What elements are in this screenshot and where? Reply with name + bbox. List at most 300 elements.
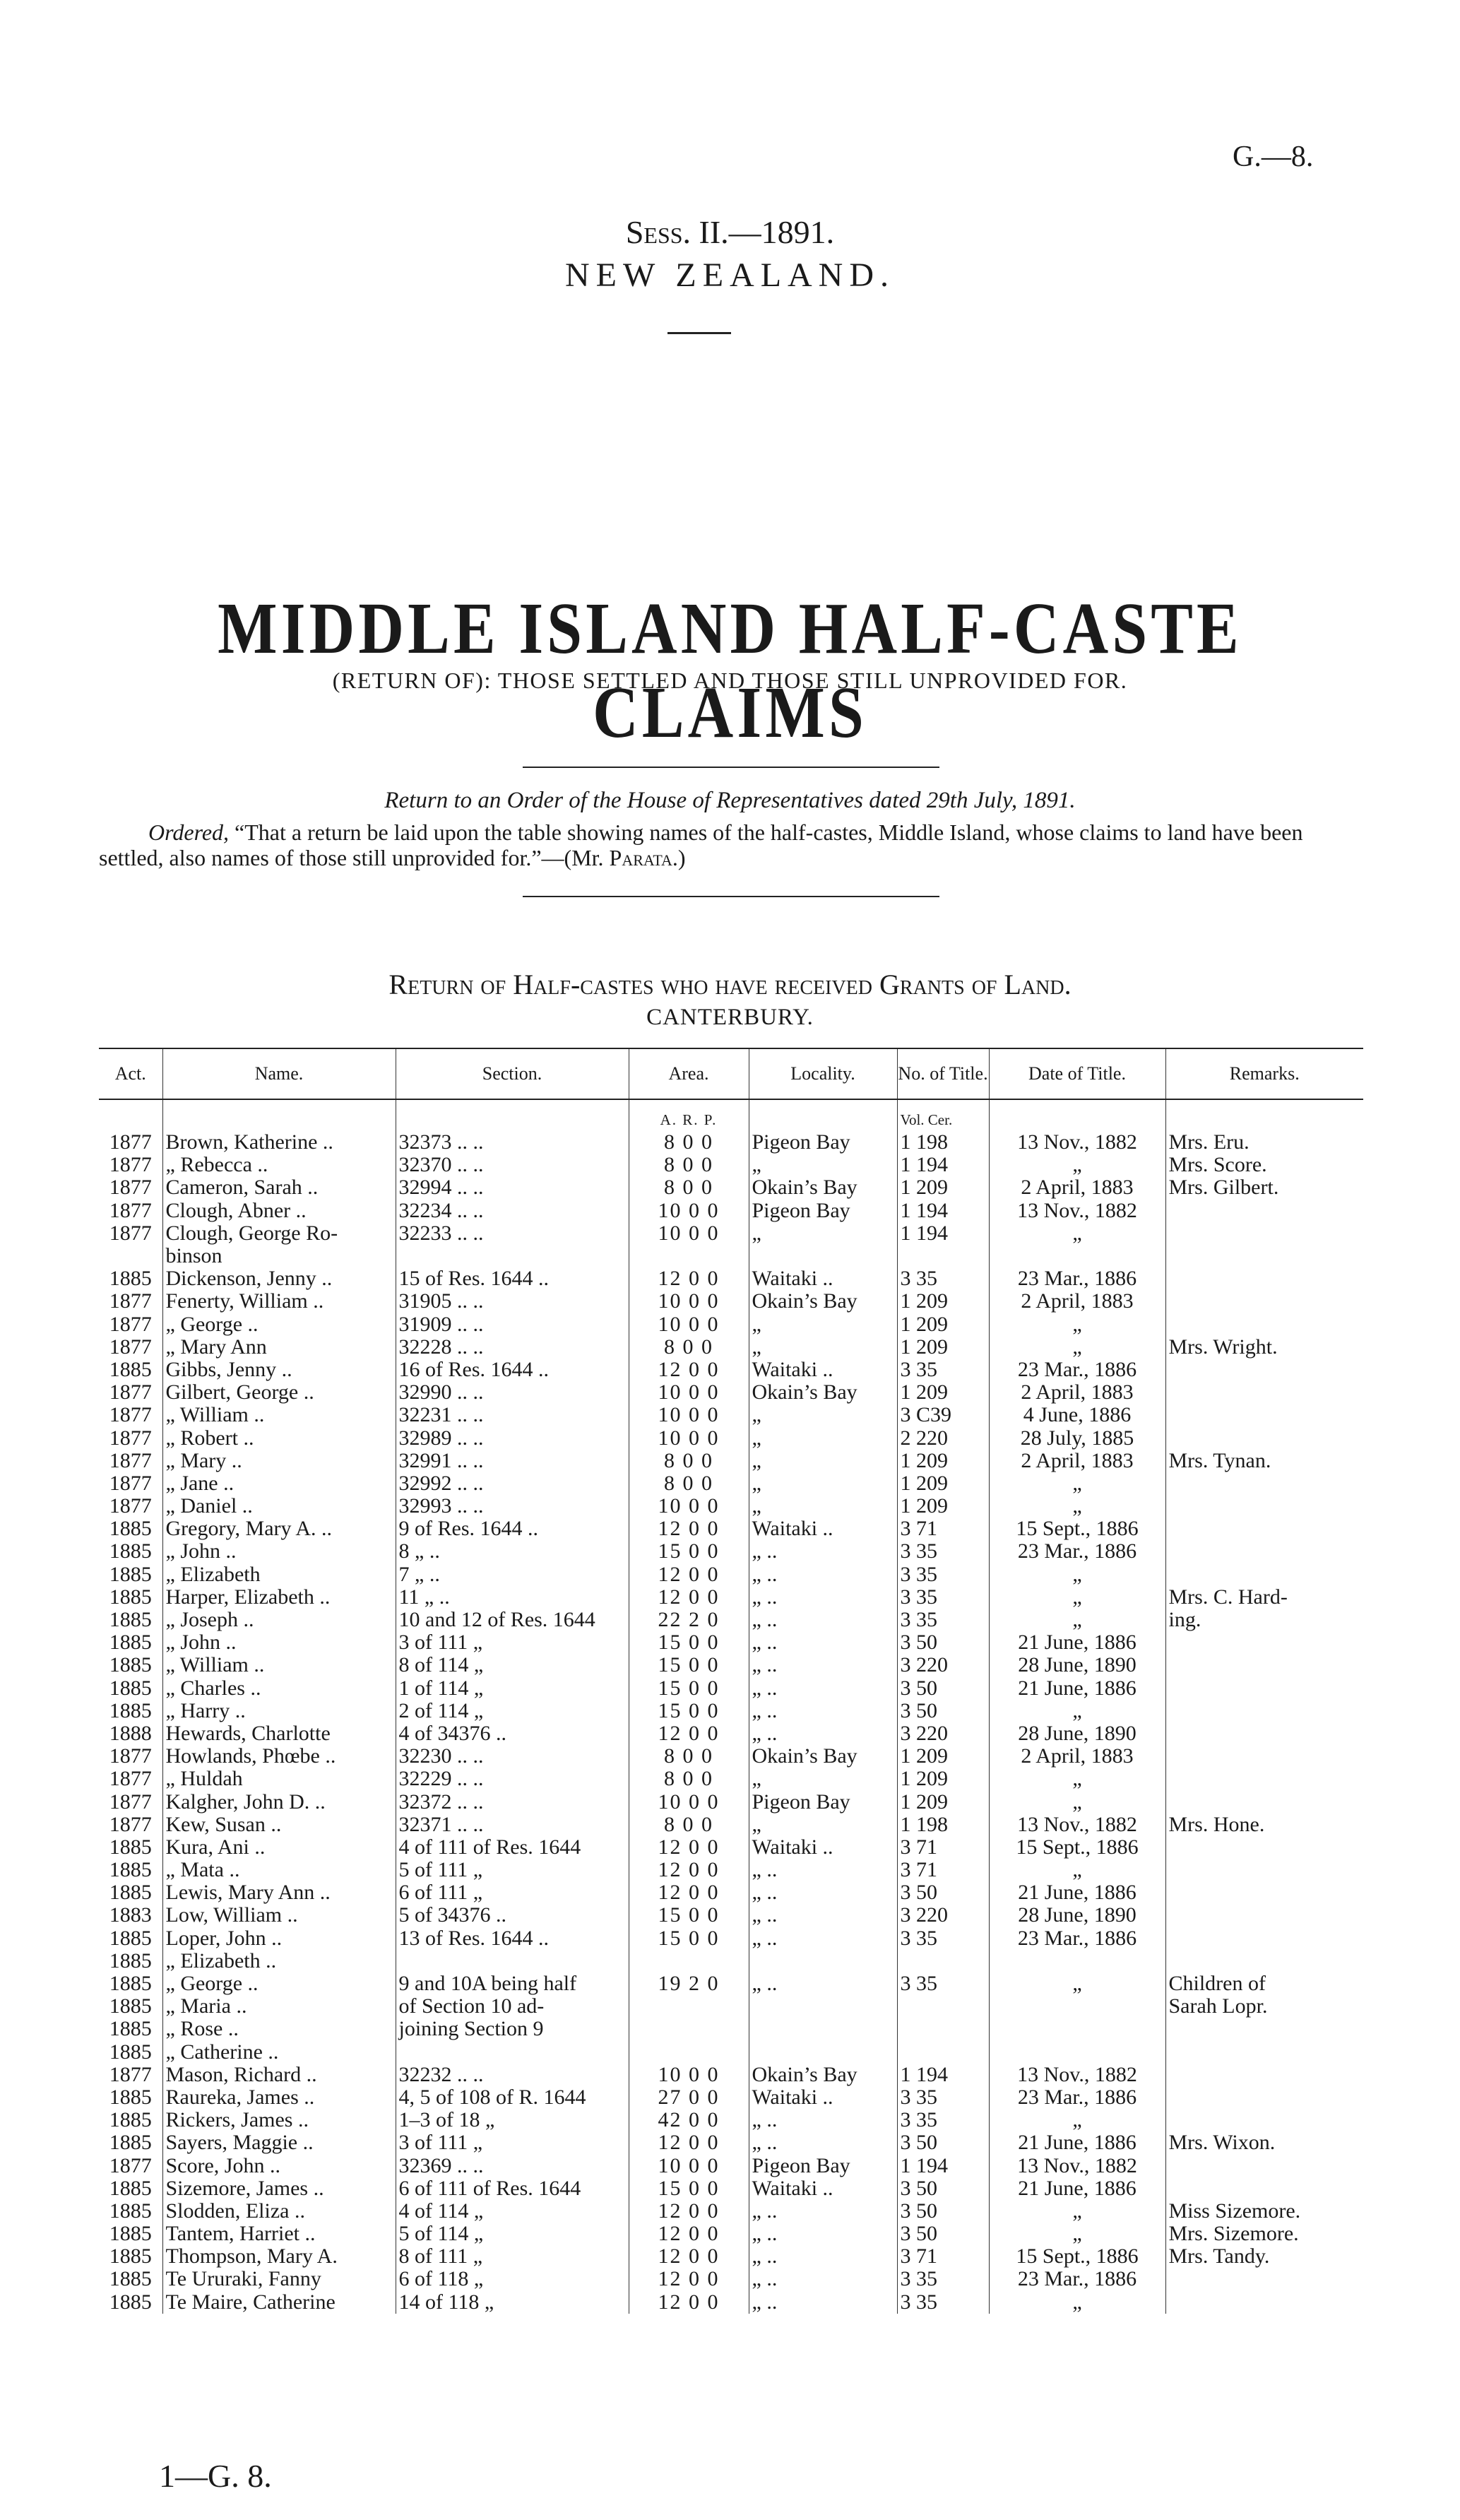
cell-date xyxy=(989,1245,1165,1267)
cell-area: 10 0 0 xyxy=(629,1495,749,1518)
cell-area: 15 0 0 xyxy=(629,1904,749,1927)
cell-locality: „ .. xyxy=(749,1972,897,1995)
cell-locality: „ .. xyxy=(749,2223,897,2245)
cell-area: 10 0 0 xyxy=(629,1222,749,1245)
table-row xyxy=(99,1290,1363,1313)
cell-area: 12 0 0 xyxy=(629,2200,749,2223)
cell-name: Gibbs, Jenny .. xyxy=(162,1359,396,1381)
cell-act: 1877 xyxy=(109,1495,152,1518)
table-row xyxy=(99,1790,1363,1813)
table-row xyxy=(99,1200,1363,1222)
cell-name: Te Maire, Catherine xyxy=(162,2291,396,2314)
cell-act: 1885 xyxy=(109,1267,152,1291)
cell-remarks: Children of xyxy=(1165,1972,1363,1995)
cell-remarks xyxy=(1165,1950,1363,1972)
cell-date: 21 June, 1886 xyxy=(989,1881,1165,1904)
table-row xyxy=(99,1654,1363,1676)
cell-date: „ xyxy=(989,1472,1165,1495)
cell-name: Te Ururaki, Fanny xyxy=(162,2268,396,2290)
cell-remarks: Mrs. Tandy. xyxy=(1165,2245,1363,2268)
cell-act: 1885 xyxy=(109,1540,152,1563)
cell-section: 6 of 111 „ xyxy=(396,1881,629,1904)
cell-title: 1 209 xyxy=(897,1790,989,1813)
cell-name: Slodden, Eliza .. xyxy=(162,2200,396,2223)
cell-locality: „ .. xyxy=(749,1881,897,1904)
cell-name: Lewis, Mary Ann .. xyxy=(162,1881,396,1904)
cell-remarks xyxy=(1165,1677,1363,1700)
cell-date: 21 June, 1886 xyxy=(989,2177,1165,2200)
table-row xyxy=(99,1540,1363,1563)
cell-remarks xyxy=(1165,1859,1363,1881)
cell-act: 1885 xyxy=(109,2290,152,2314)
table-row xyxy=(99,1814,1363,1836)
cell-name: Howlands, Phœbe .. xyxy=(162,1745,396,1768)
table-row xyxy=(99,1881,1363,1904)
cell-section: 32989 .. .. xyxy=(396,1426,629,1449)
cell-date: 23 Mar., 1886 xyxy=(989,1927,1165,1950)
cell-title: 1 209 xyxy=(897,1450,989,1472)
cell-act: 1877 xyxy=(109,1154,152,1177)
cell-locality: Okain’s Bay xyxy=(749,1176,897,1199)
cell-title: 3 50 xyxy=(897,2200,989,2223)
cell-section: 4 of 114 „ xyxy=(396,2200,629,2223)
cell-title: 3 50 xyxy=(897,1677,989,1700)
cell-remarks: Mrs. C. Hard- xyxy=(1165,1586,1363,1609)
cell-area: 10 0 0 xyxy=(629,1404,749,1426)
cell-title: 3 71 xyxy=(897,2245,989,2268)
cell-locality: „ .. xyxy=(749,2291,897,2314)
cell-title: 3 C39 xyxy=(897,1404,989,1426)
cell-remarks xyxy=(1165,1563,1363,1586)
cell-section: 5 of 114 „ xyxy=(396,2223,629,2245)
cell-title: 3 35 xyxy=(897,1540,989,1563)
cell-date: „ xyxy=(989,1313,1165,1336)
cell-section: 10 and 12 of Res. 1644 xyxy=(396,1609,629,1631)
cell-area: 12 0 0 xyxy=(629,1881,749,1904)
cell-date: „ xyxy=(989,1495,1165,1518)
cell-act: 1877 xyxy=(109,1176,152,1200)
cell-locality: „ xyxy=(749,1154,897,1176)
cell-locality: „ xyxy=(749,1336,897,1359)
cell-act: 1877 xyxy=(109,1472,152,1495)
cell-area: 10 0 0 xyxy=(629,1290,749,1313)
cell-area xyxy=(629,2018,749,2040)
cell-area: 10 0 0 xyxy=(629,1200,749,1222)
table-row xyxy=(99,1222,1363,1245)
cell-act: 1877 xyxy=(109,1449,152,1472)
cell-section: 32993 .. .. xyxy=(396,1495,629,1518)
cell-date: 21 June, 1886 xyxy=(989,1677,1165,1700)
cell-section: 11 „ .. xyxy=(396,1586,629,1609)
cell-date: „ xyxy=(989,1859,1165,1881)
table-row xyxy=(99,1927,1363,1950)
cell-section: 3 of 111 „ xyxy=(396,1631,629,1654)
cell-date: 15 Sept., 1886 xyxy=(989,1836,1165,1859)
cell-section: 32229 .. .. xyxy=(396,1768,629,1790)
cell-act: 1883 xyxy=(109,1904,152,1927)
cell-date: 4 June, 1886 xyxy=(989,1404,1165,1426)
cell-remarks xyxy=(1165,2064,1363,2086)
cell-name: „ Robert .. xyxy=(162,1426,396,1449)
cell-section: 32231 .. .. xyxy=(396,1404,629,1426)
cell-remarks: ing. xyxy=(1165,1609,1363,1631)
table-row xyxy=(99,1359,1363,1381)
cell-name: Tantem, Harriet .. xyxy=(162,2223,396,2245)
cell-section: 1 of 114 „ xyxy=(396,1677,629,1700)
table-row xyxy=(99,2223,1363,2245)
document-code: G.—8. xyxy=(1233,141,1314,173)
table-row xyxy=(99,2041,1363,2064)
cell-remarks xyxy=(1165,2109,1363,2131)
cell-section: 9 and 10A being half xyxy=(396,1972,629,1995)
cell-act: 1885 xyxy=(109,2040,152,2064)
cell-remarks xyxy=(1165,1245,1363,1267)
cell-title: 3 71 xyxy=(897,1836,989,1859)
cell-name: Raureka, James .. xyxy=(162,2086,396,2109)
cell-section: 31909 .. .. xyxy=(396,1313,629,1336)
cell-title: 3 71 xyxy=(897,1859,989,1881)
cell-date: 28 June, 1890 xyxy=(989,1904,1165,1927)
cell-area xyxy=(629,1950,749,1972)
cell-remarks xyxy=(1165,1631,1363,1654)
cell-locality: „ .. xyxy=(749,1904,897,1927)
table-row xyxy=(99,1381,1363,1404)
cell-date: „ xyxy=(989,1700,1165,1722)
cell-remarks xyxy=(1165,1904,1363,1927)
cell-act: 1877 xyxy=(109,1335,152,1359)
cell-area: 19 2 0 xyxy=(629,1972,749,1995)
cell-remarks xyxy=(1165,1700,1363,1722)
cell-section: 32233 .. .. xyxy=(396,1222,629,1245)
cell-act: 1885 xyxy=(109,1835,152,1859)
table-row xyxy=(99,2109,1363,2131)
cell-locality: Waitaki .. xyxy=(749,1518,897,1540)
cell-area: 10 0 0 xyxy=(629,1790,749,1813)
cell-remarks xyxy=(1165,1472,1363,1495)
cell-section: 32230 .. .. xyxy=(396,1745,629,1768)
cell-name: „ Huldah xyxy=(162,1768,396,1790)
cell-area: 8 0 0 xyxy=(629,1336,749,1359)
col-section: Section. xyxy=(396,1048,629,1099)
cell-area: 12 0 0 xyxy=(629,1267,749,1290)
cell-title: 3 50 xyxy=(897,1631,989,1654)
cell-date: „ xyxy=(989,2223,1165,2245)
cell-title: 3 35 xyxy=(897,1609,989,1631)
cell-title: 2 220 xyxy=(897,1426,989,1449)
cell-section: 4 of 34376 .. xyxy=(396,1722,629,1745)
cell-date: 2 April, 1883 xyxy=(989,1381,1165,1404)
area-units: A. R. P. xyxy=(629,1099,749,1131)
cell-name: „ Mary Ann xyxy=(162,1336,396,1359)
table-row xyxy=(99,2064,1363,2086)
cell-title: 1 198 xyxy=(897,1814,989,1836)
cell-name: „ John .. xyxy=(162,1631,396,1654)
cell-locality: Pigeon Bay xyxy=(749,2154,897,2177)
cell-date: „ xyxy=(989,1563,1165,1586)
cell-area: 10 0 0 xyxy=(629,1426,749,1449)
cell-date: „ xyxy=(989,2291,1165,2314)
cell-date: 28 July, 1885 xyxy=(989,1426,1165,1449)
cell-act: 1885 xyxy=(109,2086,152,2109)
cell-act: 1885 xyxy=(109,2131,152,2155)
cell-locality: Okain’s Bay xyxy=(749,1745,897,1768)
cell-date: 23 Mar., 1886 xyxy=(989,1540,1165,1563)
cell-name: Gregory, Mary A. .. xyxy=(162,1518,396,1540)
cell-name: „ George .. xyxy=(162,1972,396,1995)
cell-act: 1885 xyxy=(109,1563,152,1586)
cell-date: 23 Mar., 1886 xyxy=(989,2086,1165,2109)
table-row xyxy=(99,1313,1363,1336)
order-divider-top xyxy=(523,767,939,768)
cell-area: 27 0 0 xyxy=(629,2086,749,2109)
cell-title: 1 194 xyxy=(897,1154,989,1176)
cell-name: Thompson, Mary A. xyxy=(162,2245,396,2268)
cell-date xyxy=(989,2018,1165,2040)
cell-name: Clough, George Ro- xyxy=(162,1222,396,1245)
cell-title: 3 50 xyxy=(897,1881,989,1904)
order-return-line: Return to an Order of the House of Representatives dated 29th July, 1891. xyxy=(384,788,1076,813)
cell-remarks: Mrs. Eru. xyxy=(1165,1131,1363,1154)
cell-locality: Okain’s Bay xyxy=(749,1381,897,1404)
order-text xyxy=(99,820,1342,870)
session-heading: Sess. II.—1891. xyxy=(625,214,835,250)
header-divider xyxy=(667,332,731,334)
cell-title: 3 35 xyxy=(897,2086,989,2109)
title-units: Vol. Cer. xyxy=(897,1099,989,1131)
table-row xyxy=(99,1904,1363,1927)
cell-locality: „ xyxy=(749,1495,897,1518)
cell-title: 3 71 xyxy=(897,1518,989,1540)
cell-act: 1885 xyxy=(109,2268,152,2291)
cell-title: 3 35 xyxy=(897,2291,989,2314)
cell-remarks xyxy=(1165,1540,1363,1563)
cell-section: 32371 .. .. xyxy=(396,1814,629,1836)
cell-section: 5 of 111 „ xyxy=(396,1859,629,1881)
col-area: Area. xyxy=(629,1048,749,1099)
cell-date: 13 Nov., 1882 xyxy=(989,1131,1165,1154)
cell-section: 4 of 111 of Res. 1644 xyxy=(396,1836,629,1859)
cell-act: 1885 xyxy=(109,1972,152,1996)
cell-area: 12 0 0 xyxy=(629,2268,749,2290)
cell-date: 23 Mar., 1886 xyxy=(989,1267,1165,1290)
cell-remarks: Miss Sizemore. xyxy=(1165,2200,1363,2223)
cell-remarks xyxy=(1165,2018,1363,2040)
cell-title: 3 35 xyxy=(897,1927,989,1950)
cell-act: 1885 xyxy=(109,1949,152,1972)
cell-act: 1877 xyxy=(109,1290,152,1313)
cell-name: Mason, Richard .. xyxy=(162,2064,396,2086)
cell-title: 1 209 xyxy=(897,1336,989,1359)
cell-date: „ xyxy=(989,1336,1165,1359)
cell-act: 1885 xyxy=(109,2177,152,2200)
cell-area: 8 0 0 xyxy=(629,1131,749,1154)
cell-remarks xyxy=(1165,1790,1363,1813)
cell-remarks xyxy=(1165,1745,1363,1768)
table-row xyxy=(99,2291,1363,2314)
cell-act: 1877 xyxy=(109,1404,152,1427)
cell-locality: „ .. xyxy=(749,1609,897,1631)
cell-locality: „ .. xyxy=(749,2109,897,2131)
cell-title: 1 209 xyxy=(897,1381,989,1404)
cell-date: 28 June, 1890 xyxy=(989,1722,1165,1745)
table-row xyxy=(99,1609,1363,1631)
cell-act: 1877 xyxy=(109,1790,152,1814)
cell-name: Cameron, Sarah .. xyxy=(162,1176,396,1199)
cell-title: 1 209 xyxy=(897,1472,989,1495)
cell-act: 1885 xyxy=(109,2109,152,2132)
cell-date: 13 Nov., 1882 xyxy=(989,1200,1165,1222)
cell-date: „ xyxy=(989,1790,1165,1813)
cell-act: 1877 xyxy=(109,1199,152,1222)
col-name: Name. xyxy=(162,1048,396,1099)
cell-locality: „ xyxy=(749,1426,897,1449)
table-row xyxy=(99,1972,1363,1995)
cell-locality: Waitaki .. xyxy=(749,2086,897,2109)
table-row xyxy=(99,2154,1363,2177)
cell-area: 10 0 0 xyxy=(629,2154,749,2177)
cell-section: 32991 .. .. xyxy=(396,1450,629,1472)
cell-date: 13 Nov., 1882 xyxy=(989,1814,1165,1836)
cell-date: 2 April, 1883 xyxy=(989,1450,1165,1472)
cell-remarks: Mrs. Tynan. xyxy=(1165,1450,1363,1472)
cell-locality: Okain’s Bay xyxy=(749,1290,897,1313)
cell-name: Clough, Abner .. xyxy=(162,1200,396,1222)
cell-name: Sizemore, James .. xyxy=(162,2177,396,2200)
cell-remarks xyxy=(1165,1768,1363,1790)
cell-act: 1877 xyxy=(109,1131,152,1154)
cell-remarks: Sarah Lopr. xyxy=(1165,1995,1363,2018)
cell-section: 32990 .. .. xyxy=(396,1381,629,1404)
cell-remarks: Mrs. Gilbert. xyxy=(1165,1176,1363,1199)
cell-section: 32234 .. .. xyxy=(396,1200,629,1222)
cell-name: Gilbert, George .. xyxy=(162,1381,396,1404)
cell-locality xyxy=(749,1995,897,2018)
cell-locality: Waitaki .. xyxy=(749,1836,897,1859)
cell-title xyxy=(897,1950,989,1972)
cell-area: 12 0 0 xyxy=(629,2291,749,2314)
cell-name: Brown, Katherine .. xyxy=(162,1131,396,1154)
table-title-text: Return of Half-castes who have received Grants of Land. xyxy=(388,969,1072,1000)
cell-title: 1 209 xyxy=(897,1290,989,1313)
cell-remarks xyxy=(1165,2154,1363,2177)
cell-locality: „ xyxy=(749,1313,897,1336)
cell-act: 1885 xyxy=(109,1699,152,1722)
cell-title: 1 209 xyxy=(897,1745,989,1768)
cell-locality xyxy=(749,1245,897,1267)
table-row xyxy=(99,2245,1363,2268)
cell-name: Hewards, Charlotte xyxy=(162,1722,396,1745)
cell-remarks: Mrs. Hone. xyxy=(1165,1814,1363,1836)
cell-section: 5 of 34376 .. xyxy=(396,1904,629,1927)
table-row xyxy=(99,1700,1363,1722)
table-row xyxy=(99,1426,1363,1449)
cell-locality: „ .. xyxy=(749,1563,897,1586)
cell-title xyxy=(897,1245,989,1267)
table-row xyxy=(99,2131,1363,2154)
cell-section: 13 of Res. 1644 .. xyxy=(396,1927,629,1950)
table-row xyxy=(99,1563,1363,1586)
table-row xyxy=(99,1995,1363,2018)
table-row xyxy=(99,1586,1363,1609)
order-mover: Parata xyxy=(609,845,672,870)
cell-name: „ Mata .. xyxy=(162,1859,396,1881)
cell-section: 6 of 111 of Res. 1644 xyxy=(396,2177,629,2200)
cell-section xyxy=(396,1950,629,1972)
table-row xyxy=(99,1245,1363,1267)
cell-date: „ xyxy=(989,1586,1165,1609)
cell-locality: „ xyxy=(749,1768,897,1790)
cell-remarks xyxy=(1165,2086,1363,2109)
cell-title: 3 220 xyxy=(897,1654,989,1676)
cell-name: Loper, John .. xyxy=(162,1927,396,1950)
cell-area: 15 0 0 xyxy=(629,1540,749,1563)
cell-remarks xyxy=(1165,1836,1363,1859)
cell-section: 32370 .. .. xyxy=(396,1154,629,1176)
cell-section: joining Section 9 xyxy=(396,2018,629,2040)
cell-date: 21 June, 1886 xyxy=(989,2131,1165,2154)
cell-name: Rickers, James .. xyxy=(162,2109,396,2131)
cell-locality: „ xyxy=(749,1472,897,1495)
page-footer: 1—G. 8. xyxy=(159,2458,272,2494)
cell-act: 1885 xyxy=(109,1995,152,2018)
cell-area: 12 0 0 xyxy=(629,2223,749,2245)
table-row xyxy=(99,1404,1363,1426)
cell-name: „ William .. xyxy=(162,1654,396,1676)
cell-locality: Pigeon Bay xyxy=(749,1200,897,1222)
cell-remarks xyxy=(1165,1927,1363,1950)
table-row xyxy=(99,1836,1363,1859)
cell-act: 1877 xyxy=(109,2154,152,2177)
cell-remarks xyxy=(1165,2041,1363,2064)
cell-title: 1 194 xyxy=(897,2064,989,2086)
cell-area xyxy=(629,1245,749,1267)
cell-date: „ xyxy=(989,1609,1165,1631)
cell-title: 3 35 xyxy=(897,1972,989,1995)
cell-title xyxy=(897,2041,989,2064)
cell-act: 1885 xyxy=(109,1518,152,1541)
cell-area: 15 0 0 xyxy=(629,1927,749,1950)
cell-date: 15 Sept., 1886 xyxy=(989,2245,1165,2268)
cell-remarks xyxy=(1165,2268,1363,2290)
cell-name: „ Catherine .. xyxy=(162,2041,396,2064)
page-subtitle: (RETURN OF): THOSE SETTLED AND THOSE STILL UNPROVIDED FOR. xyxy=(332,668,1128,693)
cell-name: Kura, Ani .. xyxy=(162,1836,396,1859)
cell-date: 23 Mar., 1886 xyxy=(989,1359,1165,1381)
cell-act: 1888 xyxy=(109,1722,152,1745)
cell-section: 32232 .. .. xyxy=(396,2064,629,2086)
cell-locality: „ xyxy=(749,1404,897,1426)
table-row xyxy=(99,1745,1363,1768)
cell-area: 12 0 0 xyxy=(629,2131,749,2154)
table-row xyxy=(99,1131,1363,1154)
cell-name: Sayers, Maggie .. xyxy=(162,2131,396,2154)
cell-title: 1 209 xyxy=(897,1495,989,1518)
cell-date xyxy=(989,1950,1165,1972)
table-row xyxy=(99,1450,1363,1472)
cell-name: Score, John .. xyxy=(162,2154,396,2177)
cell-title: 1 198 xyxy=(897,1131,989,1154)
cell-title xyxy=(897,2018,989,2040)
col-title-no: No. of Title. xyxy=(897,1048,989,1099)
cell-title: 1 209 xyxy=(897,1313,989,1336)
cell-remarks xyxy=(1165,1381,1363,1404)
table-row xyxy=(99,2018,1363,2040)
table-row xyxy=(99,2268,1363,2290)
cell-title: 3 220 xyxy=(897,1722,989,1745)
cell-title: 1 194 xyxy=(897,1200,989,1222)
table-row xyxy=(99,1176,1363,1199)
cell-title: 3 35 xyxy=(897,1563,989,1586)
